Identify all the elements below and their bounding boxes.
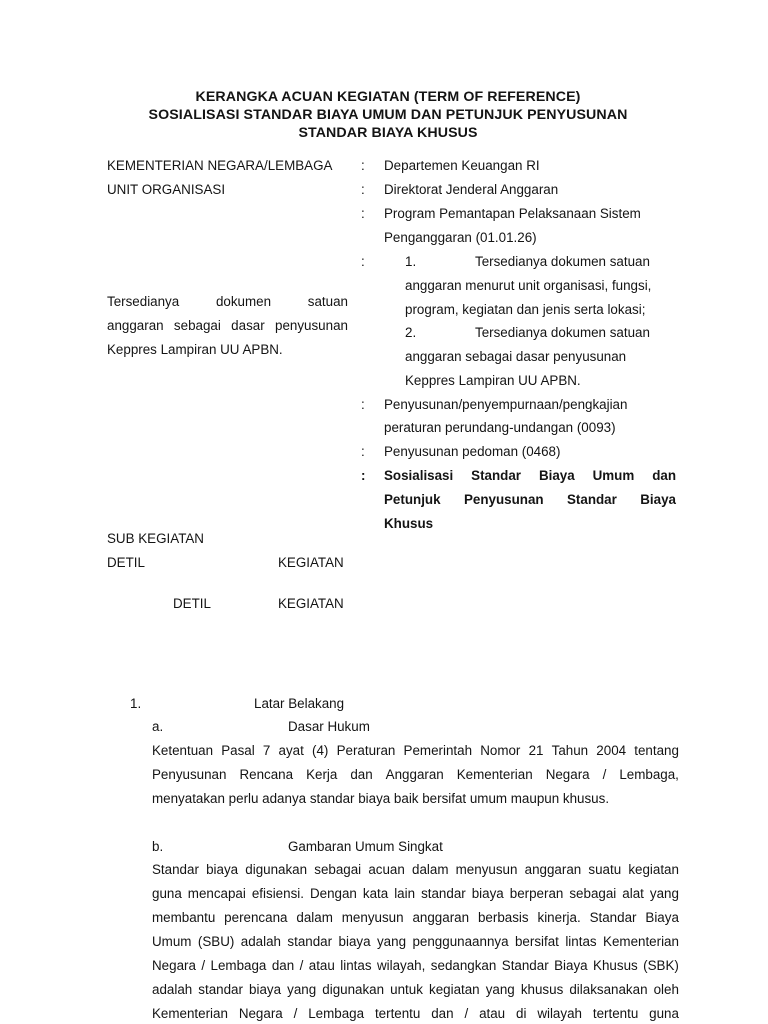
word: yang	[287, 982, 317, 997]
word: Standar	[589, 910, 637, 925]
colon: :	[361, 468, 366, 483]
word: Biaya	[538, 468, 575, 483]
detil2-label-a: DETIL	[173, 596, 211, 611]
word: yang	[649, 886, 679, 901]
word: wilayah	[537, 1006, 582, 1021]
detil-label-a: DETIL	[107, 555, 145, 570]
hasil-left-line-2	[107, 317, 348, 334]
word: Kementerian	[152, 1006, 228, 1021]
hasil-item-1-line-2: anggaran menurut unit organisasi, fungsi,	[405, 278, 652, 293]
kegiatan-value-line-1: Penyusunan/penyempurnaan/pengkajian	[384, 397, 628, 412]
word: Kementerian	[456, 767, 533, 782]
word: oleh	[653, 982, 679, 997]
b-para-line	[152, 933, 679, 950]
kementerian-value: Departemen Keuangan RI	[384, 158, 540, 173]
word: standar	[287, 934, 333, 949]
kementerian-label: KEMENTERIAN NEGARA/LEMBAGA	[107, 158, 333, 173]
word: Sosialisasi	[384, 468, 454, 483]
word: /	[464, 1006, 469, 1021]
unit-organisasi-value: Direktorat Jenderal Anggaran	[384, 182, 559, 197]
word: 7	[262, 743, 271, 758]
word: anggaran	[524, 862, 582, 877]
colon: :	[361, 206, 365, 221]
word: mencapai	[187, 886, 246, 901]
b-para-line	[152, 957, 679, 974]
word: digunakan	[245, 862, 308, 877]
word: lain	[394, 886, 416, 901]
word: atau	[479, 1006, 506, 1021]
subsection-a-letter: a.	[152, 719, 164, 734]
word: adalah	[240, 934, 281, 949]
colon: :	[361, 397, 365, 412]
word: suatu	[588, 862, 622, 877]
word: satuan	[307, 294, 348, 309]
sub-kegiatan-label: SUB KEGIATAN	[107, 531, 204, 546]
word: /	[201, 958, 206, 973]
word: dan	[271, 958, 295, 973]
word: anggaran	[412, 910, 470, 925]
word: Standar	[152, 862, 199, 877]
hasil-item-1-num: 1.	[405, 254, 417, 269]
section-1-title: Latar Belakang	[254, 696, 345, 711]
word: kata	[362, 886, 389, 901]
word: sebagai	[569, 886, 617, 901]
word: /	[602, 767, 607, 782]
a-para-line-2	[152, 766, 679, 783]
word: guna	[649, 1006, 679, 1021]
word: alat	[622, 886, 644, 901]
hasil-left-line-1	[107, 293, 348, 310]
word: Dengan	[309, 886, 357, 901]
subsection-b-letter: b.	[152, 839, 164, 854]
word: Kementerian	[603, 934, 679, 949]
word: biaya	[471, 886, 504, 901]
hasil-item-2-line-2: anggaran sebagai dasar penyusunan	[405, 349, 627, 364]
word: dan	[431, 1006, 454, 1021]
word: tertentu	[592, 1006, 639, 1021]
word: efisiensi.	[251, 886, 304, 901]
word: Umum	[592, 468, 635, 483]
hasil-item-2-num: 2.	[405, 325, 417, 340]
word: khusus	[520, 982, 564, 997]
word: adalah	[152, 982, 193, 997]
word: yang	[485, 982, 515, 997]
word: sebagai	[173, 318, 221, 333]
detil-value-line-2	[384, 491, 676, 508]
word: berperan	[509, 886, 564, 901]
word: Negara	[238, 1006, 283, 1021]
colon: :	[361, 158, 365, 173]
word: tentang	[634, 743, 679, 758]
hasil-item-2-line-3: Keppres Lampiran UU APBN.	[405, 373, 581, 388]
word: acuan	[368, 862, 405, 877]
hasil-left-line-3: Keppres Lampiran UU APBN.	[107, 342, 283, 357]
program-value-line-2: Penganggaran (01.01.26)	[384, 230, 537, 245]
word: kegiatan	[429, 982, 480, 997]
word: guna	[152, 886, 182, 901]
word: Petunjuk	[384, 492, 441, 507]
document-title	[0, 88, 768, 142]
word: standar	[198, 982, 243, 997]
word: kinerja.	[537, 910, 581, 925]
word: lintas	[340, 958, 372, 973]
word: Standar	[471, 468, 522, 483]
word: Nomor	[480, 743, 521, 758]
word: dokumen	[215, 294, 272, 309]
word: bersifat	[514, 934, 559, 949]
word: penyusunan	[275, 318, 348, 333]
word: Biaya	[645, 910, 679, 925]
a-para-line-3: menyatakan perlu adanya standar biaya baik bersifat umum maupun khusus.	[152, 791, 610, 806]
section-1-number: 1.	[130, 696, 142, 711]
detil-label-b: KEGIATAN	[278, 555, 344, 570]
word: dasar	[231, 318, 265, 333]
word: standar	[421, 886, 466, 901]
title-line-2: SOSIALISASI STANDAR BIAYA UMUM DAN PETUNJUK PENYUSUNAN	[148, 107, 628, 123]
word: Biaya	[640, 492, 676, 507]
hasil-item-1-line-3: program, kegiatan dan jenis serta lokasi;	[405, 302, 646, 317]
word: digunakan	[322, 982, 385, 997]
word: Peraturan	[336, 743, 396, 758]
word: Penyusunan	[152, 767, 227, 782]
b-para-line	[152, 885, 679, 902]
word: atau	[308, 958, 335, 973]
word: untuk	[390, 982, 423, 997]
word: menyusun	[341, 910, 404, 925]
b-para-line	[152, 1005, 679, 1022]
word: Tahun	[551, 743, 589, 758]
title-line-3: STANDAR BIAYA KHUSUS	[298, 125, 478, 141]
word: Kerja	[306, 767, 338, 782]
word: (SBU)	[197, 934, 235, 949]
word: dan	[350, 767, 373, 782]
word: Anggaran	[385, 767, 444, 782]
word: Pasal	[221, 743, 255, 758]
word: Umum	[152, 934, 192, 949]
a-para-line-1	[152, 742, 679, 759]
word: /	[299, 958, 304, 973]
hasil-item-1-line-1: Tersedianya dokumen satuan	[475, 254, 650, 269]
word: di	[516, 1006, 527, 1021]
word: biaya	[338, 934, 371, 949]
word: Biaya	[554, 958, 588, 973]
word: dalam	[296, 910, 333, 925]
word: perencana	[224, 910, 288, 925]
word: Pemerintah	[403, 743, 473, 758]
word: berbasis	[477, 910, 529, 925]
detil-value-line-1	[384, 467, 676, 484]
kegiatan-value-line-2: peraturan perundang-undangan (0093)	[384, 420, 616, 435]
detil-value-line-3: Khusus	[384, 516, 434, 531]
word: sebagai	[314, 862, 362, 877]
colon: :	[361, 254, 365, 269]
word: Standar	[501, 958, 549, 973]
word: Tersedianya	[107, 294, 180, 309]
word: Lembaga,	[619, 767, 679, 782]
word: 2004	[596, 743, 627, 758]
colon: :	[361, 444, 365, 459]
title-line-1: KERANGKA ACUAN KEGIATAN (TERM OF REFERENCE)	[195, 89, 581, 105]
word: dilaksanakan	[569, 982, 648, 997]
word: tertentu	[374, 1006, 421, 1021]
word: (4)	[312, 743, 329, 758]
word: anggaran	[107, 318, 164, 333]
unit-organisasi-label: UNIT ORGANISASI	[107, 182, 226, 197]
word: dan	[652, 468, 676, 483]
word: Penyusunan	[463, 492, 544, 507]
word: biaya	[249, 982, 282, 997]
word: Lembaga	[308, 1006, 365, 1021]
subsection-a-title: Dasar Hukum	[288, 719, 370, 734]
sub-kegiatan-value: Penyusunan pedoman (0468)	[384, 444, 561, 459]
word: penggunaannya	[412, 934, 509, 949]
subsection-b-title: Gambaran Umum Singkat	[288, 839, 443, 854]
word: sedangkan	[430, 958, 497, 973]
word: menyusun	[455, 862, 518, 877]
b-para-line	[152, 861, 679, 878]
word: biaya	[206, 862, 239, 877]
word: /	[293, 1006, 298, 1021]
word: yang	[376, 934, 407, 949]
word: Rencana	[239, 767, 294, 782]
word: wilayah,	[376, 958, 426, 973]
word: Negara	[545, 767, 590, 782]
b-para-line	[152, 909, 679, 926]
word: lintas	[565, 934, 597, 949]
word: dalam	[412, 862, 449, 877]
word: ayat	[278, 743, 304, 758]
word: Negara	[152, 958, 196, 973]
colon: :	[361, 182, 365, 197]
detil2-label-b: KEGIATAN	[278, 596, 344, 611]
word: kegiatan	[628, 862, 679, 877]
word: Khusus	[593, 958, 638, 973]
b-para-line	[152, 981, 679, 998]
word: Lembaga	[210, 958, 267, 973]
word: (SBK)	[643, 958, 679, 973]
word: membantu	[152, 910, 216, 925]
word: Standar	[566, 492, 617, 507]
word: Ketentuan	[152, 743, 214, 758]
hasil-item-2-line-1: Tersedianya dokumen satuan	[475, 325, 650, 340]
word: 21	[528, 743, 544, 758]
program-value-line-1: Program Pemantapan Pelaksanaan Sistem	[384, 206, 641, 221]
